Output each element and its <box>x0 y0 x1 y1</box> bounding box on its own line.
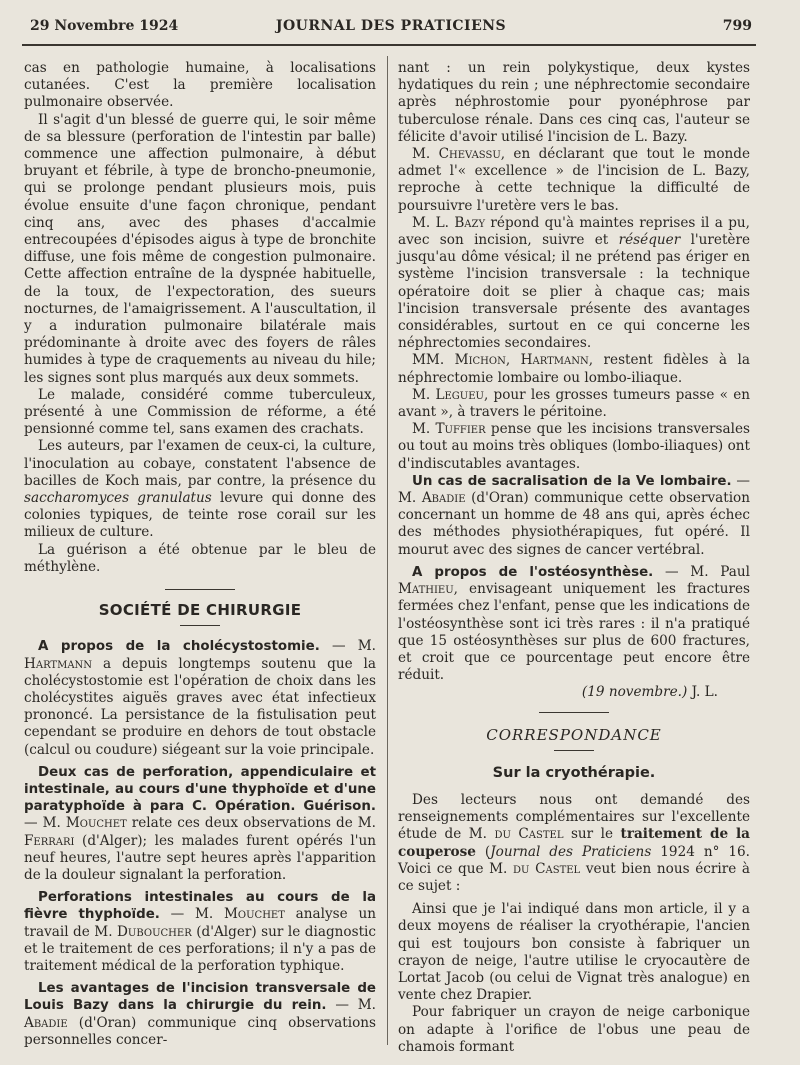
header-page-number: 799 <box>722 18 752 34</box>
signature-date: (19 novembre.) <box>581 684 688 701</box>
paragraph: Ainsi que je l'ai indiqué dans mon article, il y a deux moyens de réaliser la cryothérapie, l'ancien qui est toujours bon consiste à fabriquer un crayon de neige, l'autre utilise le cryocautère de Lortat Jacob (ou celui de Vignat très analogue) en vente chez Drapier. <box>398 901 750 1004</box>
right-column <box>398 60 750 1056</box>
author-name: du Castel <box>494 826 564 843</box>
text-run: l'uretère jusqu'au dôme vésical; il ne prétend pas ériger en système l'incision transversale : la technique opératoire doit se plier à chaque cas; mais l'incision transversale présente des avantages considérables, surtout en ce qui concerne les néphrectomies secondaires. <box>398 232 750 352</box>
text-run: — M. <box>24 815 66 832</box>
header-date: 29 Novembre 1924 <box>30 18 179 34</box>
text-run: — M. <box>319 638 376 655</box>
article-osteosynthese <box>398 564 750 684</box>
article-heading: Un cas de sacralisation de la Ve lombaire. <box>412 473 732 489</box>
section-title: CORRESPONDANCE <box>486 725 662 744</box>
paragraph <box>24 438 376 541</box>
text-run: MM. <box>412 352 455 369</box>
author-name: Duboucher <box>117 923 192 940</box>
text-run: (d'Oran) communique cette observation concernant un homme de 48 ans qui, après échec des méthodes physiothérapiques, fut opéré. Il mourut avec des signes de cancer vertébral. <box>398 490 751 558</box>
article-heading: Perforations intestinales au cours de la fièvre thyphoïde. <box>24 890 376 923</box>
article-heading: Deux cas de perforation, appendiculaire et intestinale, au cours d'une thyphoïde et d'une paratyphoïde à para C. Opération. Guérison. <box>24 764 376 815</box>
text-run: veut bien nous écrire à ce sujet : <box>398 860 750 894</box>
text-run: — M. <box>398 472 750 507</box>
article-heading: A propos de l'ostéosynthèse. <box>412 564 654 580</box>
text-run: sur le <box>563 826 621 843</box>
signature-initials: J. L. <box>687 684 718 701</box>
author-name: Chevassu <box>438 146 501 163</box>
article-sacralisation <box>398 473 750 559</box>
article-incision-bazy <box>24 980 376 1049</box>
text-run: analyse un travail de M. <box>24 906 376 940</box>
section-title: SOCIÉTÉ DE CHIRURGIE <box>98 601 302 620</box>
column-divider <box>387 56 388 1045</box>
author-name: Bazy <box>454 214 486 231</box>
paragraph <box>398 387 750 421</box>
text-run: a depuis longtemps soutenu que la cholécystostomie est l'opération de choix dans les cholécystites aiguës graves avec état infectieux prononcé. La persistance de la fistulisation peut cependant se produire en dehors de tout obstacle (calcul ou coudure) siégeant sur la voie principale. <box>24 655 376 758</box>
author-name: Mouchet <box>224 906 285 923</box>
species-name: saccharomyces granulatus <box>24 490 212 507</box>
text-run: — M. Paul <box>653 563 751 580</box>
author-name: Abadie <box>24 1014 68 1031</box>
text-run: M. <box>412 421 436 438</box>
journal-reference: Journal des Praticiens <box>490 843 652 860</box>
text-run: — M. <box>326 997 376 1014</box>
left-column <box>24 60 376 1049</box>
author-name: Mathieu <box>398 581 454 598</box>
article-heading: A propos de la cholécystostomie. <box>38 639 320 655</box>
text-run: levure qui donne des colonies typiques, de teinte rose corail sur les milieux de culture. <box>24 490 376 541</box>
text-run: , en déclarant que tout le monde admet l'« excellence » de l'incision de L. Bazy, reproche à cette technique la difficulté de poursuivre l'uretère vers le bas. <box>398 146 751 214</box>
text-run: Les auteurs, par l'examen de ceux-ci, la culture, l'inoculation au cobaye, constatent l'absence de bacilles de Koch mais, par contre, la présence du <box>24 438 376 489</box>
author-name: du Castel <box>513 860 581 877</box>
paragraph: La guérison a été obtenue par le bleu de méthylène. <box>24 541 376 575</box>
text-run: pense que les incisions transversales ou tout au moins très obliques (lombo-iliaques) ont d'indiscutables avantages. <box>398 421 750 472</box>
author-name: Legueu <box>435 386 484 403</box>
text-run: , pour les grosses tumeurs passe « en avant », à travers le péritoine. <box>398 386 750 421</box>
article-title: Sur la cryothérapie. <box>492 764 656 781</box>
text-run: M. <box>412 386 436 403</box>
signature <box>398 684 750 701</box>
text-run: (d'Oran) communique cinq observations personnelles concer- <box>24 1014 376 1048</box>
paragraph: cas en pathologie humaine, à localisations cutanées. C'est la première localisation pulmonaire observée. <box>24 60 376 111</box>
paragraph <box>398 352 750 386</box>
author-name: Mouchet <box>65 815 127 832</box>
paragraph <box>398 146 750 215</box>
running-header <box>30 18 752 40</box>
article-cholecystostomie <box>24 638 376 758</box>
text-run: , envisageant uniquement les fractures fermées chez l'enfant, pense que les indications de l'ostéosynthèse sont ici très rares : il n'a pratiqué que 15 ostéosynthèses sur plus de 600 fractures, et croit que ce pourcentage peut encore être réduit. <box>398 581 750 684</box>
text-run: (d'Alger); les malades furent opérés l'un neuf heures, l'autre sept heures après l'apparition de la douleur signalant la perforation. <box>24 832 376 883</box>
paragraph <box>398 215 750 353</box>
paragraph <box>398 421 750 473</box>
text-run: 1924 n° 16. Voici ce que M. <box>398 843 751 877</box>
paragraph: Le malade, considéré comme tuberculeux, présenté à une Commission de réforme, a été pensionné comme tel, sans examen des crachats. <box>24 386 376 438</box>
text-run: M. L. <box>412 214 455 231</box>
author-name: Tuffier <box>435 421 486 438</box>
article-perforations-intestinales <box>24 889 376 975</box>
author-name: Abadie <box>421 490 466 507</box>
text-run: M. <box>412 146 439 163</box>
section-rule <box>539 712 609 713</box>
author-name: Hartmann <box>24 655 93 672</box>
emphasis: traitement de la couperose <box>398 826 750 860</box>
text-run: relate ces deux observations de M. <box>126 815 376 832</box>
emphasis: réséquer <box>618 232 681 249</box>
header-rule <box>22 44 756 46</box>
text-run: répond qu'à maintes reprises il a pu, avec son incision, suivre et <box>398 214 750 249</box>
text-run: , restent fidèles à la néphrectomie lombaire ou lombo-iliaque. <box>398 352 750 386</box>
text-run: — M. <box>159 906 225 923</box>
text-run: (d'Alger) sur le diagnostic et le traitement de ces perforations; il n'y a pas de traitement médical de la perforation typhique. <box>24 923 376 974</box>
header-journal-title: JOURNAL DES PRATICIENS <box>275 18 507 34</box>
section-rule <box>180 625 220 626</box>
paragraph: Pour fabriquer un crayon de neige carbonique on adapte à l'orifice de l'obus une peau de chamois formant <box>398 1004 750 1055</box>
paragraph <box>398 792 750 895</box>
paragraph: Il s'agit d'un blessé de guerre qui, le soir même de sa blessure (perforation de l'intestin par balle) commence une affection pulmonaire, à début bruyant et fébrile, à type de broncho-pneumonie, qui se prolonge pendant plusieurs mois, puis évolue ensuite d'une façon chronique, pendant cinq ans, avec des phases d'accalmie entrecoupées d'épisodes aigus à type de bronchite diffuse, une fois même de congestion pulmonaire. Cette affection entraîne de la dyspnée habituelle, de la toux, de l'expectoration, des sueurs nocturnes, de l'amaigrissement. A l'auscultation, il y a induration pulmonaire bilatérale mais prédominante à droite avec des foyers de râles humides à type de craquements au niveau du hile; les signes sont plus marqués aux deux sommets. <box>24 111 376 386</box>
paragraph: nant : un rein polykystique, deux kystes hydatiques du rein ; une néphrectomie secondaire après néphrostomie pour pyonéphrose par tuberculose rénale. Dans ces cinq cas, l'auteur se félicite d'avoir utilisé l'incision de L. Bazy. <box>398 60 750 145</box>
article-perforation <box>24 764 376 884</box>
author-name: Ferrari <box>24 832 75 849</box>
article-heading: Les avantages de l'incision transversale de Louis Bazy dans la chirurgie du rein. <box>24 981 376 1014</box>
author-name: Michon, Hartmann <box>454 352 589 369</box>
section-rule <box>165 589 235 590</box>
text-run: Des lecteurs nous ont demandé des renseignements complémentaires sur l'excellente étude de M. <box>398 791 750 843</box>
section-rule <box>554 750 594 751</box>
text-run: ( <box>475 843 491 860</box>
